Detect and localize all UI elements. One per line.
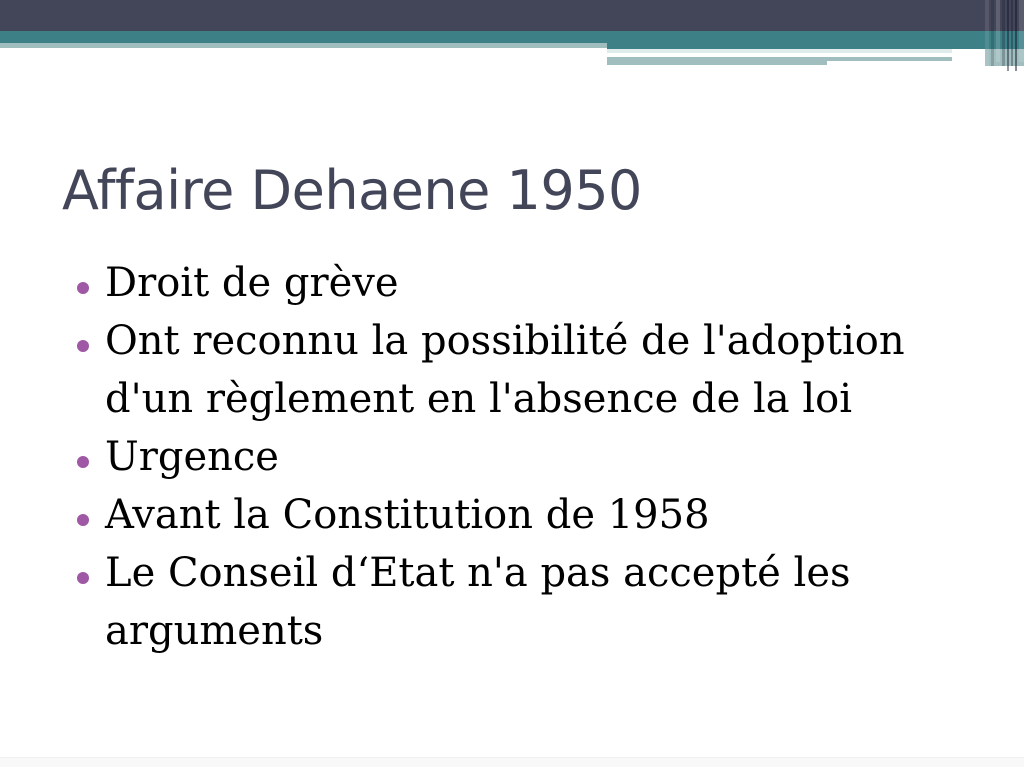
bullet-item — [77, 312, 960, 428]
bullet-list — [0, 254, 960, 660]
bullet-text-line: Ont reconnu la possibilité de l'adoption — [105, 318, 905, 364]
header-corner-stripes — [985, 0, 1024, 66]
header-bar-dark — [0, 0, 1024, 31]
bullet-icon — [77, 456, 89, 468]
header-strip-sage-left — [0, 43, 607, 48]
bullet-icon — [77, 282, 89, 294]
bullet-text-line: Avant la Constitution de 1958 — [105, 492, 710, 538]
corner-stripe — [1002, 0, 1005, 66]
bullet-item — [77, 544, 960, 660]
corner-stripe — [996, 0, 1000, 62]
bullet-icon — [77, 514, 89, 526]
bullet-text-line: Le Conseil d‘Etat n'a pas accepté les — [105, 550, 851, 596]
corner-stripe — [1011, 0, 1013, 66]
footer-strip — [0, 757, 1024, 767]
bullet-text-line: Droit de grève — [105, 260, 399, 306]
bullet-icon — [77, 340, 89, 352]
header-strip-pale-right — [607, 49, 952, 53]
corner-stripe — [991, 0, 994, 66]
header-sage-band-thin — [827, 57, 952, 61]
bullet-item — [77, 428, 960, 486]
slide-title: Affaire Dehaene 1950 — [62, 159, 642, 222]
bullet-icon — [77, 572, 89, 584]
header-sage-band — [607, 57, 827, 65]
corner-stripe — [985, 0, 989, 66]
header-bar-teal — [0, 31, 1024, 43]
bullet-item — [77, 254, 960, 312]
bullet-text-line: Urgence — [105, 434, 279, 480]
bullet-text-line: d'un règlement en l'absence de la loi — [105, 376, 853, 422]
corner-stripe — [1007, 0, 1009, 71]
bullet-text-line: arguments — [105, 608, 324, 654]
corner-stripe — [1015, 0, 1017, 71]
bullet-item — [77, 486, 960, 544]
corner-stripe — [1019, 0, 1024, 62]
